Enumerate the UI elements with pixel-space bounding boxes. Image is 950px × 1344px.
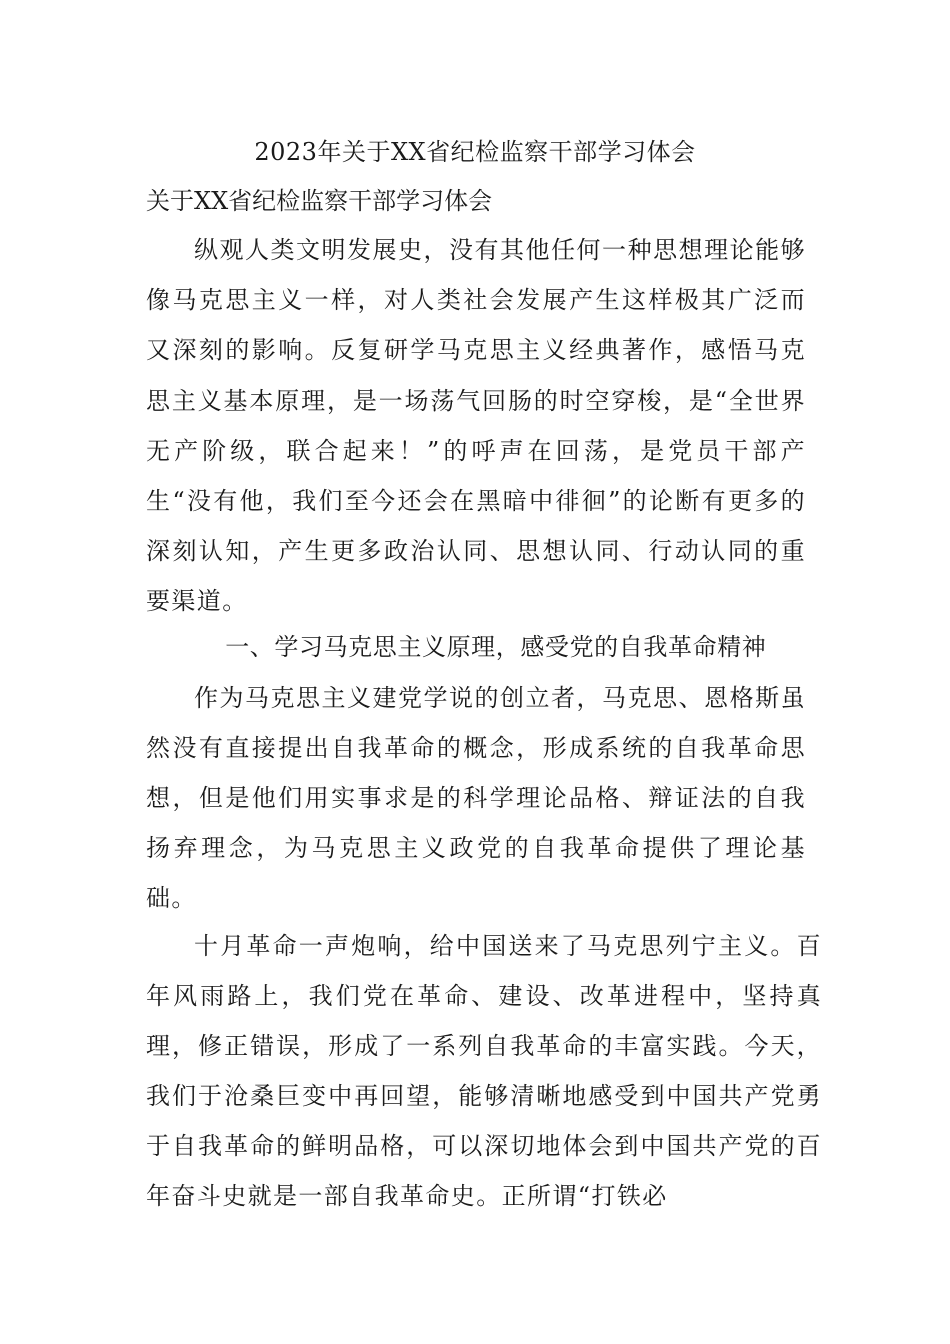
paragraph-marx-engels: 作为马克思主义建党学说的创立者，马克思、恩格斯虽然没有直接提出自我革命的概念，形成系统的自我革命思想，但是他们用实事求是的科学理论品格、辩证法的自我扬弃理念，为马克思主义政党的自我革命提供了理论基础。 [146,684,806,912]
section-heading: 一、学习马克思主义原理，感受党的自我革命精神 [225,633,767,661]
document-title: 2023年关于XX省纪检监察干部学习体会 [254,138,696,166]
paragraph-october-revolution: 十月革命一声炮响，给中国送来了马克思列宁主义。百年风雨路上，我们党在革命、建设、改革进程中，坚持真理，修正错误，形成了一系列自我革命的丰富实践。今天，我们于沧桑巨变中再回望，能够清晰地感受到中国共产党勇于自我革命的鲜明品格，可以深切地体会到中国共产党的百年奋斗史就是一部自我革命史。正所谓“打铁必 [146,932,822,1210]
intro-paragraph: 纵观人类文明发展史，没有其他任何一种思想理论能够像马克思主义一样，对人类社会发展产生这样极其广泛而又深刻的影响。反复研学马克思主义经典著作，感悟马克思主义基本原理，是一场荡气回肠的时空穿梭，是“全世界无产阶级，联合起来！”的呼声在回荡，是党员干部产生“没有他，我们至今还会在黑暗中徘徊”的论断有更多的深刻认知，产生更多政治认同、思想认同、行动认同的重要渠道。 [146,236,806,616]
document-subtitle: 关于XX省纪检监察干部学习体会 [146,187,493,215]
